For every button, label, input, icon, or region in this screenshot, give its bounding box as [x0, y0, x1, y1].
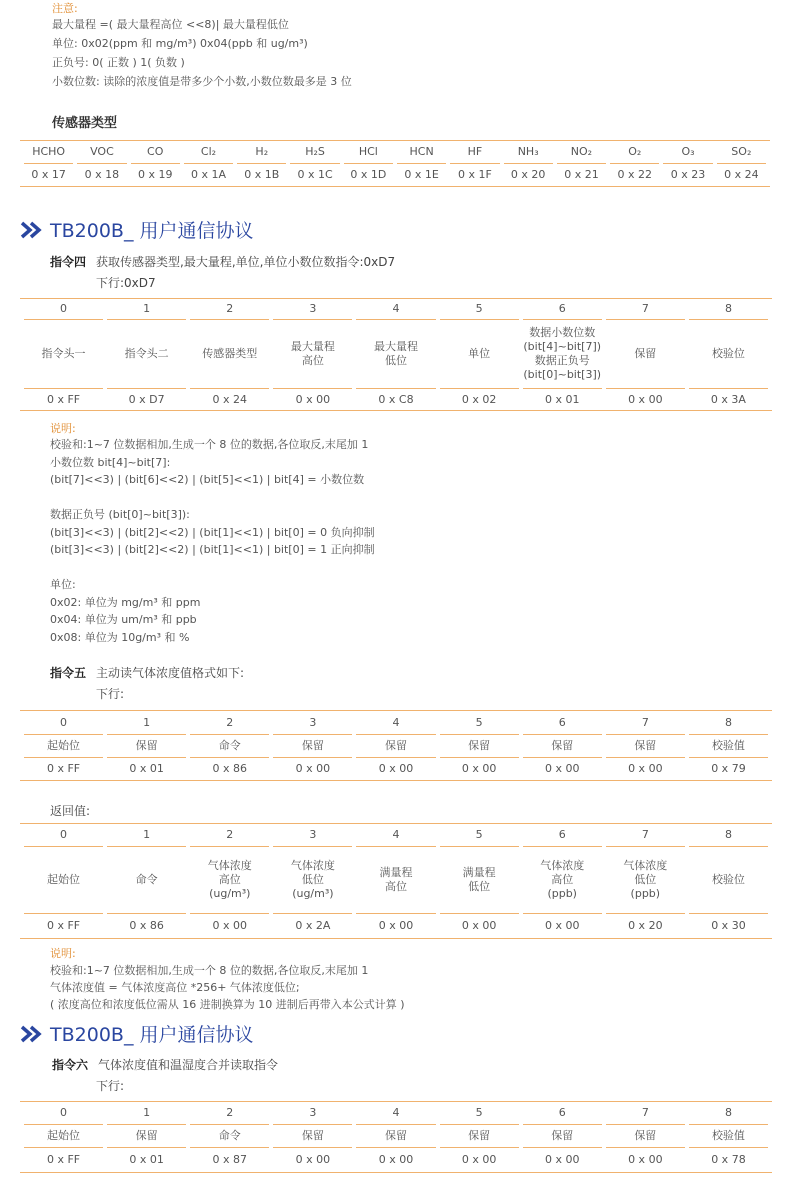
sensor-name-cell: NH₃: [504, 141, 553, 164]
value-cell: 0 x 30: [711, 919, 746, 932]
value-cell: 0 x FF: [46, 1153, 81, 1166]
sensor-code-cell: 0 x 17: [31, 168, 66, 181]
notes-mid-line: 校验和:1~7 位数据相加,生成一个 8 位的数据,各位取反,末尾加 1: [50, 438, 369, 451]
value-cell: 0 x 00: [628, 392, 663, 406]
index-cell: 4: [356, 299, 435, 320]
field-cell: 保留: [606, 735, 685, 758]
index-cell: 8: [689, 1102, 768, 1125]
cmd5-values-row: [24, 758, 768, 780]
ret-fields-row: [24, 847, 768, 914]
cmd4-values-row: [24, 389, 768, 410]
cmd6-values-row: [24, 1148, 768, 1172]
sensor-name-cell: Cl₂: [184, 141, 233, 164]
notes-top-line: 小数位数: 读除的浓度值是带多少个小数,小数位数最多是 3 位: [52, 75, 352, 88]
notes-top-line: 最大量程 =( 最大量程高位 <<8)| 最大量程低位: [52, 18, 289, 31]
value-cell: 0 x 00: [461, 919, 497, 932]
field-cell: 满量程 高位: [356, 847, 435, 914]
cmd6-table: [20, 1101, 772, 1173]
field-cell: 保留: [606, 320, 685, 389]
value-cell: 0 x 01: [129, 762, 164, 775]
field-cell: 保留: [107, 1125, 186, 1148]
field-cell: 传感器类型: [190, 320, 269, 389]
sensor-name-cell: HF: [450, 141, 499, 164]
notes-mid-line: 0x02: 单位为 mg/m³ 和 ppm: [50, 595, 201, 609]
index-cell: 1: [107, 1102, 186, 1125]
value-cell: 0 x 01: [544, 392, 580, 406]
index-cell: 5: [440, 1102, 519, 1125]
cmd5-fields-row: [24, 735, 768, 758]
index-cell: 6: [523, 299, 602, 320]
section1-heading: [20, 216, 253, 243]
sensor-name-cell: HCl: [344, 141, 393, 164]
sensor-name-cell: NO₂: [557, 141, 606, 164]
notes-mid-line: [50, 489, 375, 507]
value-cell: 0 x 00: [544, 919, 580, 932]
sensor-code-cell: 0 x 1C: [297, 168, 333, 181]
index-cell: 2: [190, 824, 269, 847]
sensor-code-cell: 0 x 19: [137, 168, 173, 181]
index-cell: 7: [606, 711, 685, 735]
notes-mid-line: (bit[7]<<3) | (bit[6]<<2) | (bit[5]<<1) | bit[4] = 小数位数: [50, 473, 365, 486]
notes-bottom-line: 气体浓度值 = 气体浓度高位 *256+ 气体浓度低位;: [50, 981, 300, 994]
cmd5-text: 主动读气体浓度值格式如下:: [96, 666, 245, 680]
cmd4-text: 获取传感器类型,最大量程,单位,单位小数位数指令:0xD7: [96, 255, 396, 269]
notes-bottom-line: 校验和:1~7 位数据相加,生成一个 8 位的数据,各位取反,末尾加 1: [50, 964, 369, 977]
sensor-name-cell: HCN: [397, 141, 446, 164]
sensor-code-cell: 0 x 1E: [404, 168, 439, 181]
value-cell: 0 x 00: [295, 1153, 331, 1166]
index-cell: 0: [24, 711, 103, 735]
double-chevron-icon: [20, 1025, 44, 1043]
cmd5-label: 指令五: [50, 666, 87, 680]
value-cell: 0 x 00: [378, 762, 414, 775]
sensor-code-cell: 0 x 20: [510, 168, 546, 181]
value-cell: 0 x 79: [711, 762, 746, 775]
index-cell: 4: [356, 824, 435, 847]
index-cell: 7: [606, 299, 685, 320]
index-cell: 0: [24, 1102, 103, 1125]
index-cell: 3: [273, 711, 352, 735]
sensor-name-cell: VOC: [77, 141, 126, 164]
value-cell: 0 x 00: [212, 919, 248, 932]
cmd6-down: 下行:: [96, 1079, 125, 1093]
index-cell: 5: [440, 824, 519, 847]
field-cell: 气体浓度 高位 (ug/m³): [190, 847, 269, 914]
index-cell: 7: [606, 1102, 685, 1125]
notes-bottom-line: ( 浓度高位和浓度低位需从 16 进制换算为 10 进制后再带入本公式计算 ): [50, 998, 405, 1011]
value-cell: 0 x 00: [295, 392, 331, 406]
field-cell: 保留: [440, 1125, 519, 1148]
field-cell: 校验值: [689, 735, 768, 758]
value-cell: 0 x 00: [628, 1153, 663, 1166]
field-cell: 校验值: [689, 1125, 768, 1148]
sensor-types-title: 传感器类型: [52, 116, 118, 131]
sensor-name-cell: H₂S: [290, 141, 339, 164]
sensor-code-cell: 0 x 1B: [244, 168, 280, 181]
notes-mid-line: 数据正负号 (bit[0]~bit[3]):: [50, 508, 190, 521]
value-cell: 0 x C8: [378, 392, 414, 406]
section1-title: TB200B_ 用户通信协议: [50, 220, 254, 242]
sensor-code-cell: 0 x 18: [84, 168, 120, 181]
notes-bottom-title: 说明:: [50, 947, 76, 960]
ret-label: 返回值:: [50, 804, 91, 818]
field-cell: 保留: [440, 735, 519, 758]
sensor-name-cell: CO: [131, 141, 180, 164]
field-cell: 命令: [107, 847, 186, 914]
ret-table: [20, 823, 772, 939]
cmd6-text: 气体浓度值和温湿度合并读取指令: [98, 1058, 279, 1072]
value-cell: 0 x 02: [461, 392, 497, 406]
ret-values-row: [24, 914, 768, 938]
index-cell: 1: [107, 299, 186, 320]
field-cell: 校验位: [689, 847, 768, 914]
field-cell: 起始位: [24, 735, 103, 758]
cmd6-indexes-row: [24, 1102, 768, 1125]
notes-top-lines: [52, 16, 352, 92]
double-chevron-icon: [20, 221, 44, 239]
index-cell: 7: [606, 824, 685, 847]
cmd5-down: 下行:: [96, 687, 125, 701]
value-cell: 0 x 01: [129, 1153, 164, 1166]
notes-bottom-lines: [50, 962, 405, 1013]
value-cell: 0 x 20: [628, 919, 663, 932]
value-cell: 0 x 00: [378, 1153, 414, 1166]
index-cell: 3: [273, 824, 352, 847]
value-cell: 0 x 00: [544, 762, 580, 775]
notes-top-title: 注意:: [52, 2, 78, 15]
index-cell: 8: [689, 711, 768, 735]
cmd5-line: [50, 664, 244, 681]
sensor-name-cell: O₂: [610, 141, 659, 164]
value-cell: 0 x 00: [295, 762, 331, 775]
cmd6-label: 指令六: [52, 1058, 89, 1072]
value-cell: 0 x 00: [461, 762, 497, 775]
value-cell: 0 x 00: [378, 919, 414, 932]
index-cell: 8: [689, 299, 768, 320]
cmd4-indexes-row: [24, 299, 768, 320]
value-cell: 0 x 87: [212, 1153, 248, 1166]
sensor-name-cell: O₃: [663, 141, 712, 164]
notes-mid-line: 0x04: 单位为 um/m³ 和 ppb: [50, 613, 197, 626]
cmd6-fields-row: [24, 1125, 768, 1148]
field-cell: 保留: [523, 735, 602, 758]
sensor-code-cell: 0 x 22: [617, 168, 652, 181]
index-cell: 2: [190, 299, 269, 320]
value-cell: 0 x 2A: [295, 919, 331, 932]
cmd5-table: [20, 710, 772, 781]
field-cell: 最大量程 低位: [356, 320, 435, 389]
notes-mid-line: 小数位数 bit[4]~bit[7]:: [50, 455, 171, 469]
index-cell: 0: [24, 299, 103, 320]
value-cell: 0 x 24: [212, 392, 248, 406]
field-cell: 气体浓度 低位 (ug/m³): [273, 847, 352, 914]
sensor-name-cell: H₂: [237, 141, 286, 164]
notes-mid-line: [50, 559, 375, 577]
field-cell: 保留: [273, 1125, 352, 1148]
cmd4-table: [20, 298, 772, 411]
sensor-code-cell: 0 x 23: [670, 168, 706, 181]
index-cell: 2: [190, 711, 269, 735]
field-cell: 保留: [523, 1125, 602, 1148]
field-cell: 最大量程 高位: [273, 320, 352, 389]
index-cell: 2: [190, 1102, 269, 1125]
cmd6-line: [52, 1056, 278, 1073]
cmd5-indexes-row: [24, 711, 768, 735]
field-cell: 指令头二: [107, 320, 186, 389]
value-cell: 0 x 00: [544, 1153, 580, 1166]
value-cell: 0 x 00: [461, 1153, 497, 1166]
field-cell: 校验位: [689, 320, 768, 389]
field-cell: 数据小数位数 (bit[4]~bit[7]) 数据正负号 (bit[0]~bit[3]): [523, 320, 602, 389]
field-cell: 满量程 低位: [440, 847, 519, 914]
index-cell: 6: [523, 711, 602, 735]
sensor-name-cell: HCHO: [24, 141, 73, 164]
field-cell: 气体浓度 高位 (ppb): [523, 847, 602, 914]
field-cell: 起始位: [24, 847, 103, 914]
section2-heading: [20, 1020, 253, 1047]
cmd4-fields-row: [24, 320, 768, 389]
sensor-name-cell: SO₂: [717, 141, 766, 164]
value-cell: 0 x 78: [711, 1153, 746, 1166]
value-cell: 0 x FF: [46, 919, 81, 932]
sensor-code-cell: 0 x 1F: [457, 168, 492, 181]
sensor-code-cell: 0 x 1D: [350, 168, 387, 181]
field-cell: 起始位: [24, 1125, 103, 1148]
field-cell: 保留: [107, 735, 186, 758]
index-cell: 3: [273, 1102, 352, 1125]
value-cell: 0 x D7: [128, 392, 165, 406]
field-cell: 命令: [190, 1125, 269, 1148]
notes-mid-line: (bit[3]<<3) | (bit[2]<<2) | (bit[1]<<1) | bit[0] = 0 负向抑制: [50, 525, 375, 539]
index-cell: 1: [107, 824, 186, 847]
field-cell: 保留: [356, 735, 435, 758]
value-cell: 0 x FF: [46, 392, 81, 406]
index-cell: 3: [273, 299, 352, 320]
sensor-code-cell: 0 x 24: [724, 168, 759, 181]
index-cell: 5: [440, 711, 519, 735]
value-cell: 0 x FF: [46, 762, 81, 775]
notes-mid-line: (bit[3]<<3) | (bit[2]<<2) | (bit[1]<<1) | bit[0] = 1 正向抑制: [50, 543, 375, 556]
field-cell: 保留: [606, 1125, 685, 1148]
value-cell: 0 x 86: [129, 919, 164, 932]
notes-mid-lines: [50, 436, 375, 646]
field-cell: 命令: [190, 735, 269, 758]
section2-title: TB200B_ 用户通信协议: [50, 1024, 254, 1046]
index-cell: 5: [440, 299, 519, 320]
field-cell: 指令头一: [24, 320, 103, 389]
sensor-code-cell: 0 x 21: [564, 168, 599, 181]
index-cell: 4: [356, 711, 435, 735]
field-cell: 保留: [273, 735, 352, 758]
field-cell: 气体浓度 低位 (ppb): [606, 847, 685, 914]
notes-top-line: 单位: 0x02(ppm 和 mg/m³) 0x04(ppb 和 ug/m³): [52, 37, 308, 50]
value-cell: 0 x 3A: [710, 392, 746, 406]
notes-top-line: 正负号: 0( 正数 ) 1( 负数 ): [52, 56, 185, 69]
value-cell: 0 x 86: [212, 762, 248, 775]
index-cell: 1: [107, 711, 186, 735]
sensor-types-table: [22, 140, 768, 187]
index-cell: 8: [689, 824, 768, 847]
cmd4-down: 下行:0xD7: [96, 276, 156, 290]
index-cell: 4: [356, 1102, 435, 1125]
field-cell: 保留: [356, 1125, 435, 1148]
ret-indexes-row: [24, 824, 768, 847]
cmd4-label: 指令四: [50, 255, 87, 269]
index-cell: 0: [24, 824, 103, 847]
index-cell: 6: [523, 1102, 602, 1125]
notes-mid-line: 单位:: [50, 578, 76, 591]
notes-mid-title: 说明:: [50, 422, 76, 435]
cmd4-line: [50, 253, 395, 270]
field-cell: 单位: [440, 320, 519, 389]
index-cell: 6: [523, 824, 602, 847]
notes-mid-line: 0x08: 单位为 10g/m³ 和 %: [50, 630, 190, 644]
sensor-code-cell: 0 x 1A: [190, 168, 226, 181]
value-cell: 0 x 00: [628, 762, 663, 775]
